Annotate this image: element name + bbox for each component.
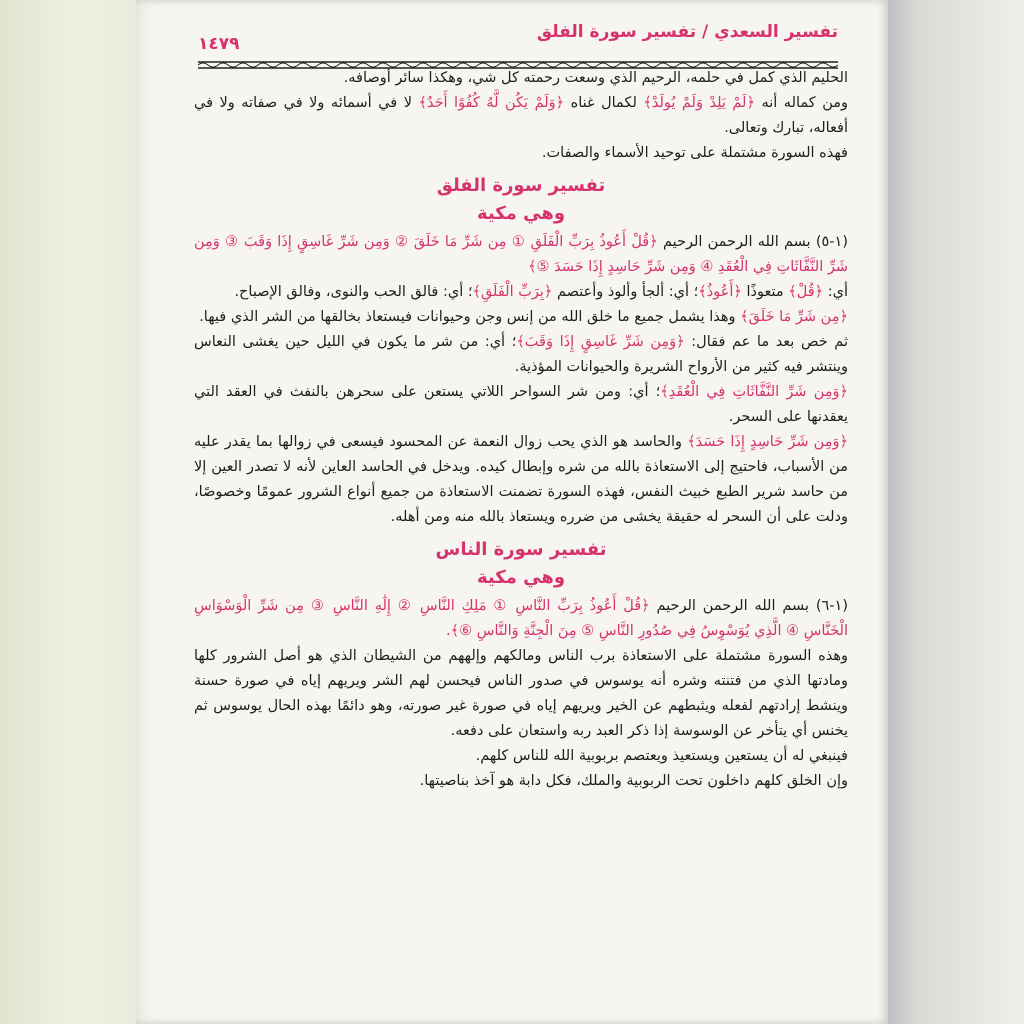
quran-quote: ﴿مِن شَرِّ مَا خَلَقَ﴾ <box>740 309 848 325</box>
verses-falaq: (١-٥) بسم الله الرحمن الرحيم ﴿قُلْ أَعُوذُ بِرَبِّ الْفَلَقِ ① مِن شَرِّ مَا خَلَقَ ② وَمِن شَرِّ غَاسِقٍ إِذَا وَقَبَ ③ وَمِن شَرِّ النَّفَّاثَاتِ فِي الْعُقَدِ ④ وَمِن شَرِّ حَاسِدٍ إِذَا حَسَدَ ⑤﴾ <box>194 234 848 275</box>
paragraph: فينبغي له أن يستعين ويستعيذ ويعتصم بربوبية الله للناس كلهم. <box>475 748 848 764</box>
quran-quote: ﴿قُلْ﴾ <box>788 284 824 300</box>
quran-quote: ﴿وَمِن شَرِّ غَاسِقٍ إِذَا وَقَبَ﴾ <box>516 334 685 350</box>
quran-quote: ﴿بِرَبِّ الْفَلَقِ﴾ <box>472 284 553 300</box>
book-page <box>136 0 888 1024</box>
paragraph: ثم خص بعد ما عم فقال: ﴿وَمِن شَرِّ غَاسِقٍ إِذَا وَقَبَ﴾؛ أي: من شر ما يكون في الليل حين يغشى النعاس وينتشر فيه كثير من الأرواح الشريرة والحيوانات المؤذية. <box>194 334 848 375</box>
paragraph: فهذه السورة مشتملة على توحيد الأسماء والصفات. <box>541 145 848 161</box>
section-subtitle-falaq: وهي مكية <box>476 203 566 224</box>
page-number: ١٤٧٩ <box>198 34 240 54</box>
paragraph: ﴿وَمِن شَرِّ النَّفَّاثَاتِ فِي الْعُقَدِ﴾؛ أي: ومن شر السواحر اللاتي يستعن على سحرهن بالنفث في العقد التي يعقدنها على السحر. <box>194 384 848 425</box>
quran-quote: ﴿أَعُوذُ﴾ <box>698 284 742 300</box>
quran-verses: ﴿قُلْ أَعُوذُ بِرَبِّ الْفَلَقِ ① مِن شَرِّ مَا خَلَقَ ② وَمِن شَرِّ غَاسِقٍ إِذَا وَقَبَ ③ وَمِن شَرِّ النَّفَّاثَاتِ فِي الْعُقَدِ ④ وَمِن شَرِّ حَاسِدٍ إِذَا حَسَدَ ⑤﴾ <box>194 234 848 275</box>
paragraph: أي: ﴿قُلْ﴾ متعوذًا ﴿أَعُوذُ﴾؛ أي: ألجأ وألوذ وأعتصم ﴿بِرَبِّ الْفَلَقِ﴾؛ أي: فالق الحب والنوى، وفالق الإصباح. <box>234 284 848 300</box>
section-title-nas: تفسير سورة الناس <box>435 539 607 560</box>
book-edge-right <box>884 0 1024 1024</box>
verses-nas: (١-٦) بسم الله الرحمن الرحيم ﴿قُلْ أَعُوذُ بِرَبِّ النَّاسِ ① مَلِكِ النَّاسِ ② إِلَٰهِ النَّاسِ ③ مِن شَرِّ الْوَسْوَاسِ الْخَنَّاسِ ④ الَّذِي يُوَسْوِسُ فِي صُدُورِ النَّاسِ ⑤ مِنَ الْجِنَّةِ وَالنَّاسِ ⑥﴾. <box>194 598 848 639</box>
section-title-falaq: تفسير سورة الفلق <box>436 175 606 196</box>
paragraph: وهذه السورة مشتملة على الاستعاذة برب الناس ومالكهم وإلههم من الشيطان الذي هو أصل الشرور كلها ومادتها الذي من فتنته وشره أنه يوسوس في صدور الناس فيحسن لهم الشر ويريهم إياه في صورة حسنة وينشط إرادتهم لفعله ويثبطهم عن الخير ويريهم إياه في صورة غير صورته، وهو دائمًا بهذه الحال يوسوس ثم يخنس أي يتأخر عن الوسوسة إذا ذكر العبد ربه واستعان على دفعه. <box>194 648 848 739</box>
page-content <box>194 66 848 794</box>
quran-quote: ﴿وَمِن شَرِّ حَاسِدٍ إِذَا حَسَدَ﴾ <box>687 434 848 450</box>
quran-quote: ﴿لَمْ يَلِدْ وَلَمْ يُولَدْ﴾ <box>643 95 755 111</box>
page-header <box>198 22 838 62</box>
paragraph: وإن الخلق كلهم داخلون تحت الربوبية والملك، فكل دابة هو آخذ بناصيتها. <box>419 773 848 789</box>
paragraph: ومن كماله أنه ﴿لَمْ يَلِدْ وَلَمْ يُولَدْ﴾ لكمال غناه ﴿وَلَمْ يَكُن لَّهُ كُفُوًا أَحَدٌ﴾ لا في أسمائه ولا في صفاته ولا في أفعاله، تبارك وتعالى. <box>194 95 849 136</box>
section-subtitle-nas: وهي مكية <box>476 567 566 588</box>
paragraph: الحليم الذي كمل في حلمه، الرحيم الذي وسعت رحمته كل شي، وهكذا سائر أوصافه. <box>343 70 848 86</box>
quran-verses: ﴿قُلْ أَعُوذُ بِرَبِّ النَّاسِ ① مَلِكِ النَّاسِ ② إِلَٰهِ النَّاسِ ③ مِن شَرِّ الْوَسْوَاسِ الْخَنَّاسِ ④ الَّذِي يُوَسْوِسُ فِي صُدُورِ النَّاسِ ⑤ مِنَ الْجِنَّةِ وَالنَّاسِ ⑥﴾. <box>194 598 848 639</box>
paragraph: ﴿وَمِن شَرِّ حَاسِدٍ إِذَا حَسَدَ﴾ والحاسد هو الذي يحب زوال النعمة عن المحسود فيسعى في زوالها بما يقدر عليه من الأسباب، فاحتيج إلى الاستعاذة بالله من شره وإبطال كيده. ويدخل في الحاسد العاين لأنه لا تصدر العين إلا من حاسد شرير الطبع خبيث النفس، فهذه السورة تضمنت الاستعاذة من جميع أنواع الشرور عمومًا وخصوصًا، ودلت على أن السحر له حقيقة يخشى من ضرره ويستعاذ بالله منه ومن أهله. <box>194 434 848 525</box>
quran-quote: ﴿وَلَمْ يَكُن لَّهُ كُفُوًا أَحَدٌ﴾ <box>418 95 565 111</box>
quran-quote: ﴿وَمِن شَرِّ النَّفَّاثَاتِ فِي الْعُقَدِ﴾ <box>660 384 848 400</box>
paragraph: ﴿مِن شَرِّ مَا خَلَقَ﴾ وهذا يشمل جميع ما خلق الله من إنس وجن وحيوانات فيستعاذ بخالقها من الشر الذي فيها. <box>199 309 848 325</box>
running-title: تفسير السعدي / تفسير سورة الفلق <box>536 22 838 42</box>
